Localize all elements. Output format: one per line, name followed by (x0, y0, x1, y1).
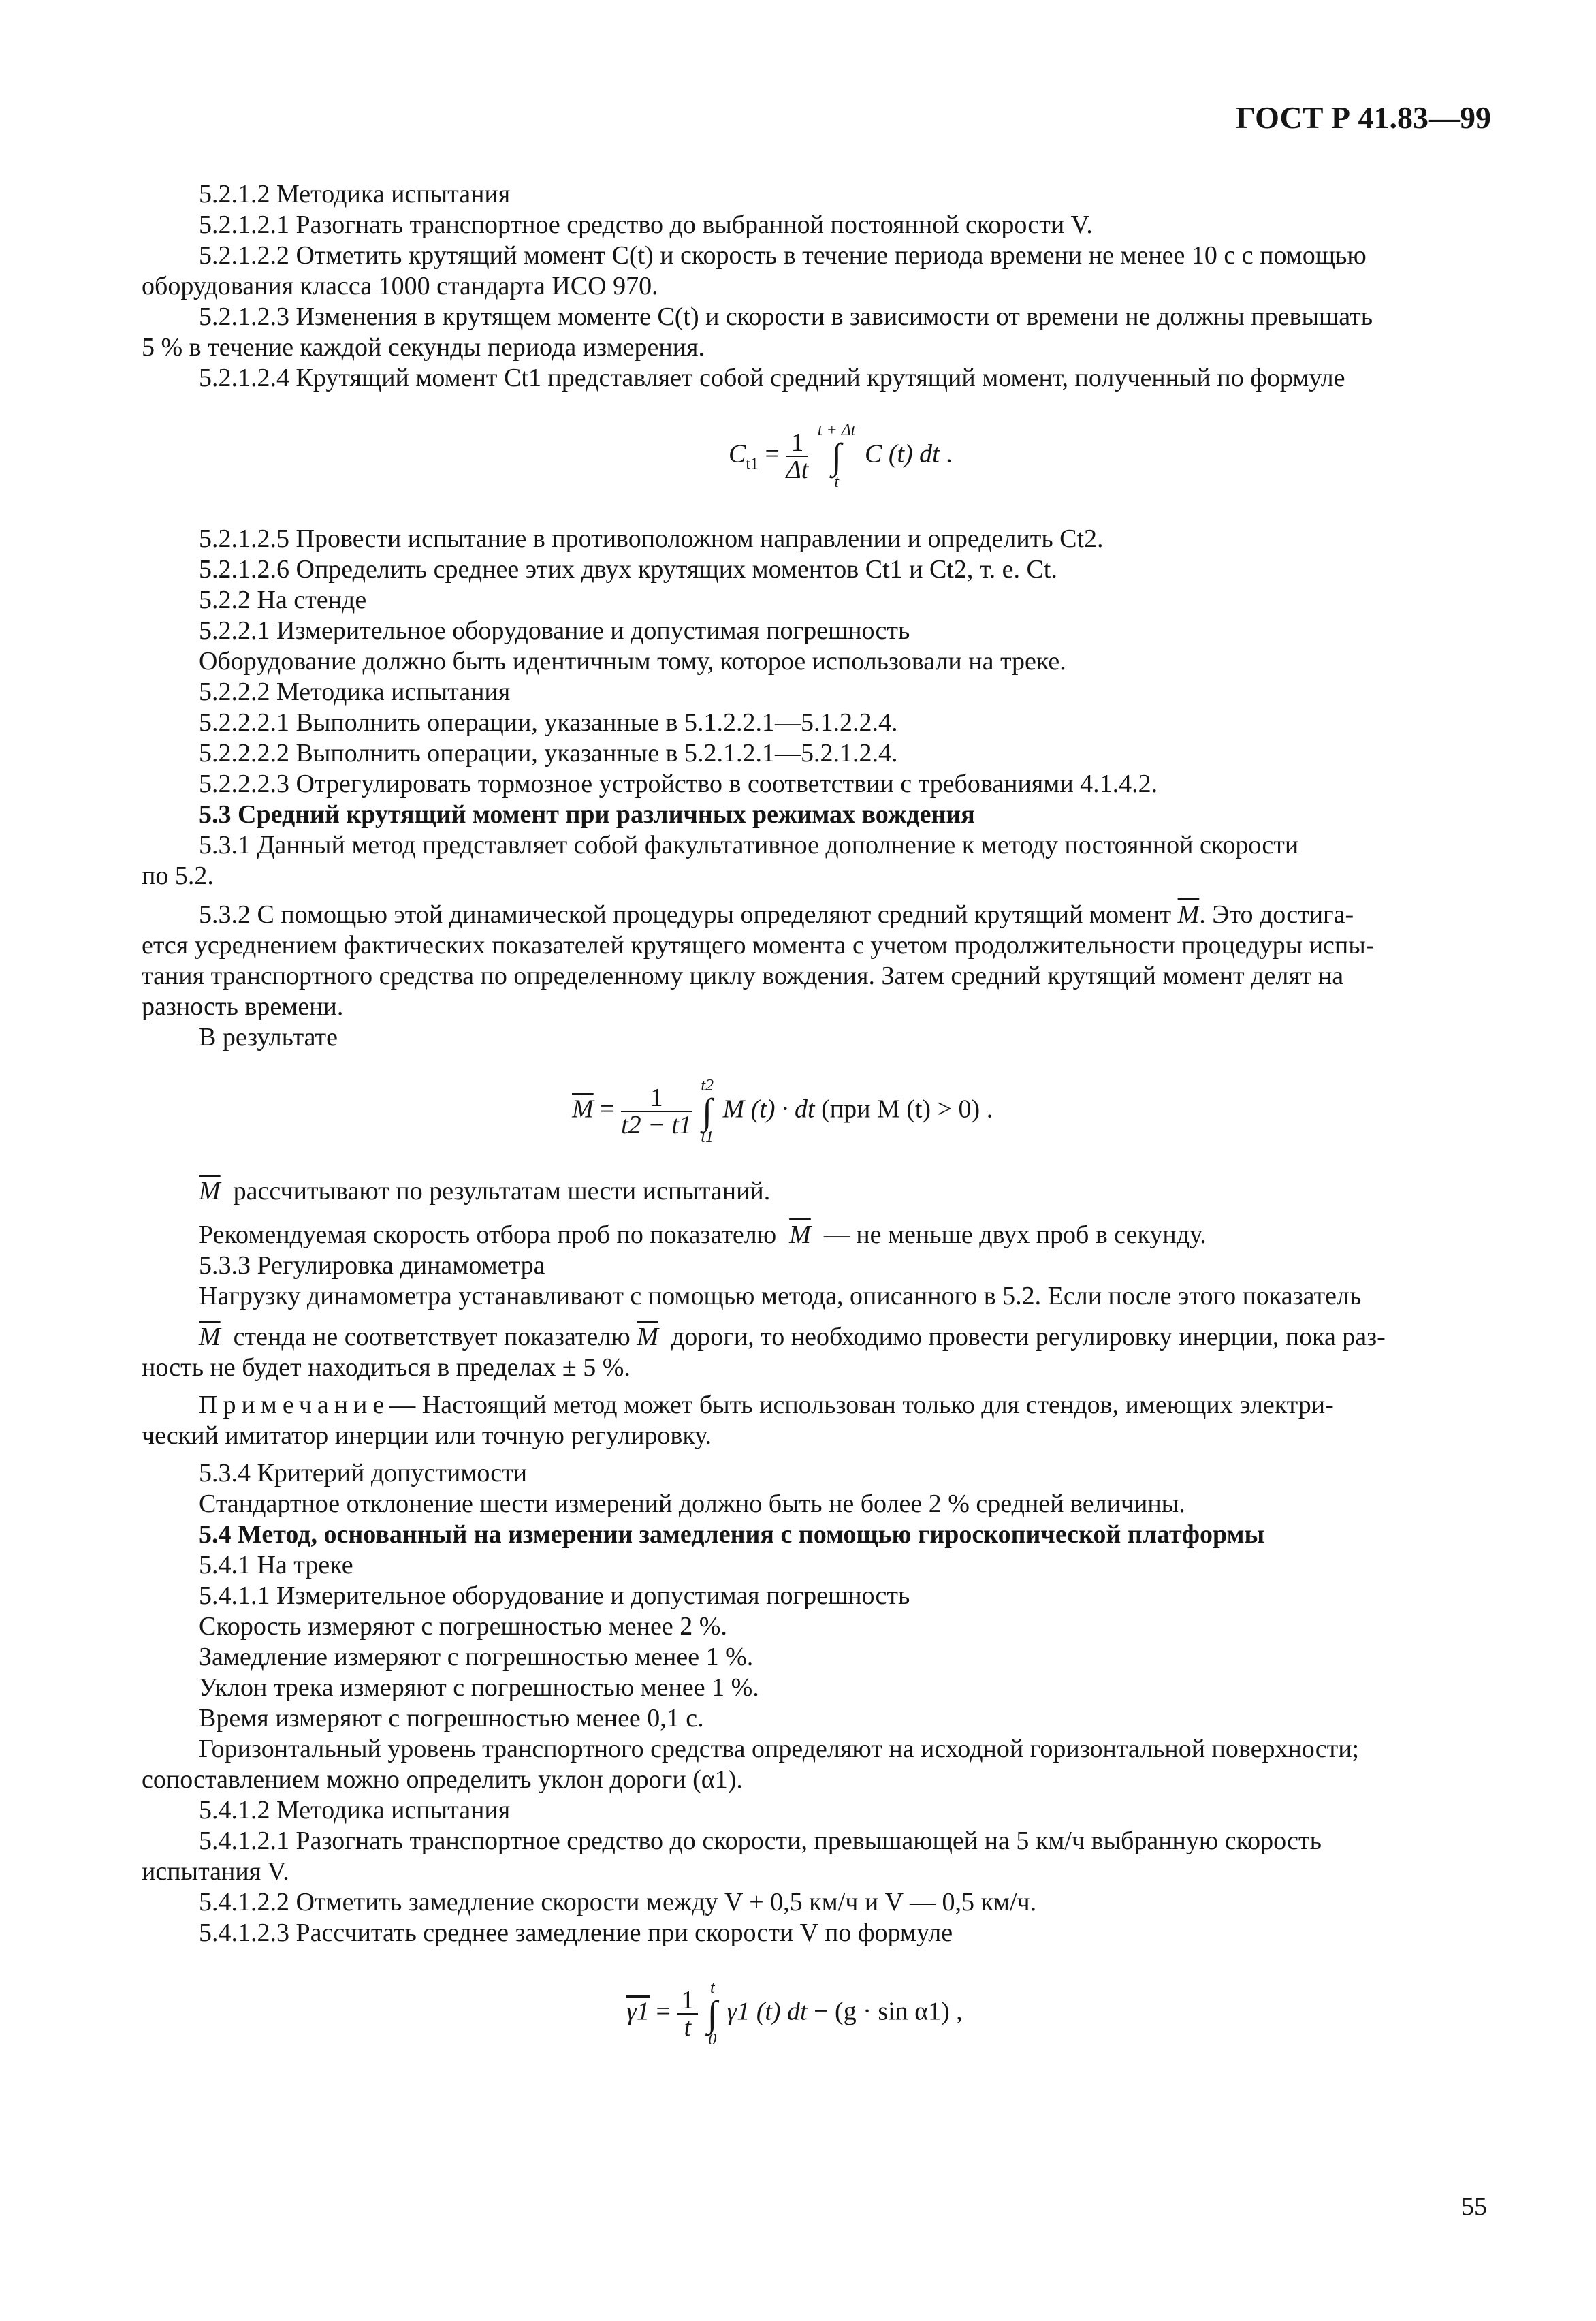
formula-ct1 (729, 421, 953, 492)
line-continuation: по 5.2. (142, 862, 214, 890)
line-paragraph (199, 1321, 1491, 1353)
formula-numerator: 1 (677, 1987, 698, 2015)
line-5-2-1-2-5: 5.2.1.2.5 Провести испытание в противоположном направлении и определить Ct2. (199, 524, 1104, 553)
standard-header: ГОСТ Р 41.83—99 (1236, 100, 1491, 135)
line-paragraph: Время измеряют с погрешностью менее 0,1 с. (199, 1704, 704, 1733)
formula-m-mean (572, 1076, 993, 1147)
formula-integrand: γ1 (t) dt (727, 1997, 808, 2026)
integral-upper: t (709, 1979, 715, 1997)
integral-lower: t1 (701, 1128, 714, 1146)
line-5-4-1-2-3: 5.4.1.2.3 Рассчитать среднее замедление при скорости V по формуле (199, 1919, 953, 1947)
line-continuation: тания транспортного средства по определенному циклу вождения. Затем средний крутящий момент делят на (142, 962, 1344, 990)
integral (818, 421, 856, 492)
formula-eq: = (656, 1997, 671, 2026)
formula-lhs: C (729, 439, 746, 469)
integral-lower: 0 (708, 2031, 717, 2049)
integral (707, 1978, 718, 2049)
integral (701, 1076, 714, 1147)
line-5-4-1-2-2: 5.4.1.2.2 Отметить замедление скорости между V + 0,5 км/ч и V — 0,5 км/ч. (199, 1888, 1037, 1916)
formula-denominator: Δt (786, 456, 809, 484)
section-heading-5-4: 5.4 Метод, основанный на измерении замедления с помощью гироскопической платформы (199, 1520, 1265, 1549)
line-5-2-2: 5.2.2 На стенде (199, 586, 367, 614)
line-paragraph: Скорость измеряют с погрешностью менее 2 %. (199, 1612, 727, 1641)
text-run: . Это достига- (1199, 900, 1354, 929)
text-run: стенда не соответствует показателю (233, 1323, 631, 1351)
integral-sign-icon: ∫ (831, 436, 842, 477)
line-paragraph (199, 1175, 1491, 1207)
line-5-3-1: 5.3.1 Данный метод представляет собой факультативное дополнение к методу постоянной скорости (199, 831, 1299, 859)
text-run: 5.3.2 С помощью этой динамической процедуры определяют средний крутящий момент (199, 900, 1172, 929)
integral-sign-icon: ∫ (702, 1091, 713, 1132)
line-continuation: испытания V. (142, 1857, 289, 1886)
line-continuation: сопоставлением можно определить уклон дороги (α1). (142, 1765, 743, 1794)
note-line (199, 1389, 1491, 1421)
line-5-3-3: 5.3.3 Регулировка динамометра (199, 1251, 545, 1280)
formula-lhs: $\overline{M}$ (572, 1094, 594, 1124)
formula-lhs: γ1 (626, 1997, 650, 2026)
line-5-4-1: 5.4.1 На треке (199, 1551, 353, 1579)
line-continuation: ность не будет находиться в пределах ± 5 %. (142, 1353, 631, 1382)
text-run: Рекомендуемая скорость отбора проб по показателю (199, 1220, 777, 1249)
formula-numerator: 1 (621, 1085, 692, 1112)
line-paragraph: Оборудование должно быть идентичным тому, которое использовали на треке. (199, 647, 1066, 676)
formula-integrand: C (t) dt (864, 439, 940, 469)
line-5-3-4: 5.3.4 Критерий допустимости (199, 1459, 528, 1487)
line-continuation: оборудования класса 1000 стандарта ИСО 970. (142, 272, 658, 300)
formula-numerator: 1 (786, 430, 808, 457)
integral-upper: t + Δt (817, 422, 856, 439)
symbol-m-mean: $\overline{M}$ (199, 1323, 221, 1351)
formula-denominator: t (684, 2013, 692, 2042)
line-paragraph: Горизонтальный уровень транспортного средства определяют на исходной горизонтальной поверхности; (199, 1735, 1360, 1763)
line-continuation: ется усреднением фактических показателей крутящего момента с учетом продолжительности процедуры испы- (142, 931, 1375, 960)
formula-integrand: M (t) · dt (722, 1094, 815, 1124)
line-5-2-2-2-3: 5.2.2.2.3 Отрегулировать тормозное устройство в соответствии с требованиями 4.1.4.2. (199, 770, 1158, 798)
formula-lhs-sub: t1 (746, 455, 759, 473)
line-paragraph: В результате (199, 1023, 338, 1052)
line-paragraph: Стандартное отклонение шести измерений должно быть не более 2 % средней величины. (199, 1489, 1185, 1518)
symbol-m-mean: $\overline{M}$ (637, 1323, 658, 1351)
line-5-2-1-2-6: 5.2.1.2.6 Определить среднее этих двух крутящих моментов Ct1 и Ct2, т. е. Ct. (199, 555, 1057, 584)
text-run: рассчитывают по результатам шести испытаний. (233, 1177, 771, 1205)
formula-denominator: t2 − t1 (621, 1111, 692, 1139)
text-run: — Настоящий метод может быть использован только для стендов, имеющих электри- (389, 1391, 1334, 1419)
line-5-2-1-2-3: 5.2.1.2.3 Изменения в крутящем моменте C(t) и скорости в зависимости от времени не должны превышать (199, 302, 1373, 331)
line-5-2-1-2-2: 5.2.1.2.2 Отметить крутящий момент C(t) и скорость в течение периода времени не менее 10 с с помощью (199, 241, 1367, 270)
formula-rest: − (g · sin α1) , (814, 1997, 963, 2026)
formula-end: . (946, 439, 953, 469)
integral-upper: t2 (701, 1077, 714, 1094)
integral-lower: t (834, 473, 839, 491)
line-5-2-2-2-1: 5.2.2.2.1 Выполнить операции, указанные в 5.1.2.2.1—5.1.2.2.4. (199, 708, 898, 737)
text-run: дороги, то необходимо провести регулировку инерции, пока раз- (671, 1323, 1386, 1351)
formula-eq: = (600, 1094, 615, 1124)
line-5-2-2-2-2: 5.2.2.2.2 Выполнить операции, указанные в 5.2.1.2.1—5.2.1.2.4. (199, 739, 898, 768)
symbol-m-mean: $\overline{M}$ (1177, 900, 1200, 929)
line-continuation: 5 % в течение каждой секунды периода измерения. (142, 333, 705, 362)
line-5-2-2-1: 5.2.2.1 Измерительное оборудование и допустимая погрешность (199, 616, 910, 645)
formula-fraction (677, 1987, 698, 2040)
formula-end: . (986, 1094, 993, 1124)
line-5-2-1-2-4: 5.2.1.2.4 Крутящий момент Ct1 представляет собой средний крутящий момент, полученный по формуле (199, 364, 1345, 392)
line-5-2-1-2: 5.2.1.2 Методика испытания (199, 180, 511, 208)
line-5-2-1-2-1: 5.2.1.2.1 Разогнать транспортное средство до выбранной постоянной скорости V. (199, 210, 1093, 239)
line-paragraph: Уклон трека измеряют с погрешностью менее 1 %. (199, 1673, 759, 1702)
line-5-4-1-1: 5.4.1.1 Измерительное оборудование и допустимая погрешность (199, 1581, 910, 1610)
line-continuation: ческий имитатор инерции или точную регулировку. (142, 1421, 712, 1450)
line-5-4-1-2: 5.4.1.2 Методика испытания (199, 1796, 511, 1825)
page-number: 55 (1461, 2192, 1487, 2221)
formula-eq: = (765, 439, 780, 469)
formula-condition: (при M (t) > 0) (821, 1094, 980, 1124)
text-run: — не меньше двух проб в секунду. (823, 1220, 1207, 1249)
symbol-m-mean: $\overline{M}$ (199, 1177, 221, 1205)
line-5-2-2-2: 5.2.2.2 Методика испытания (199, 678, 511, 706)
formula-fraction (621, 1085, 692, 1138)
line-5-3-2 (199, 899, 1491, 930)
formula-gamma (626, 1978, 963, 2049)
line-5-4-1-2-1: 5.4.1.2.1 Разогнать транспортное средство до скорости, превышающей на 5 км/ч выбранную скорость (199, 1827, 1322, 1855)
note-label: Примечание (199, 1391, 390, 1419)
integral-sign-icon: ∫ (707, 1993, 718, 2034)
symbol-m-mean: $\overline{M}$ (789, 1220, 811, 1249)
line-paragraph (199, 1219, 1491, 1250)
section-heading-5-3: 5.3 Средний крутящий момент при различных режимах вождения (199, 800, 975, 829)
line-paragraph: Замедление измеряют с погрешностью менее 1 %. (199, 1643, 754, 1671)
line-paragraph: Нагрузку динамометра устанавливают с помощью метода, описанного в 5.2. Если после этого показатель (199, 1282, 1362, 1310)
line-continuation: разность времени. (142, 992, 344, 1021)
formula-fraction (786, 430, 808, 483)
